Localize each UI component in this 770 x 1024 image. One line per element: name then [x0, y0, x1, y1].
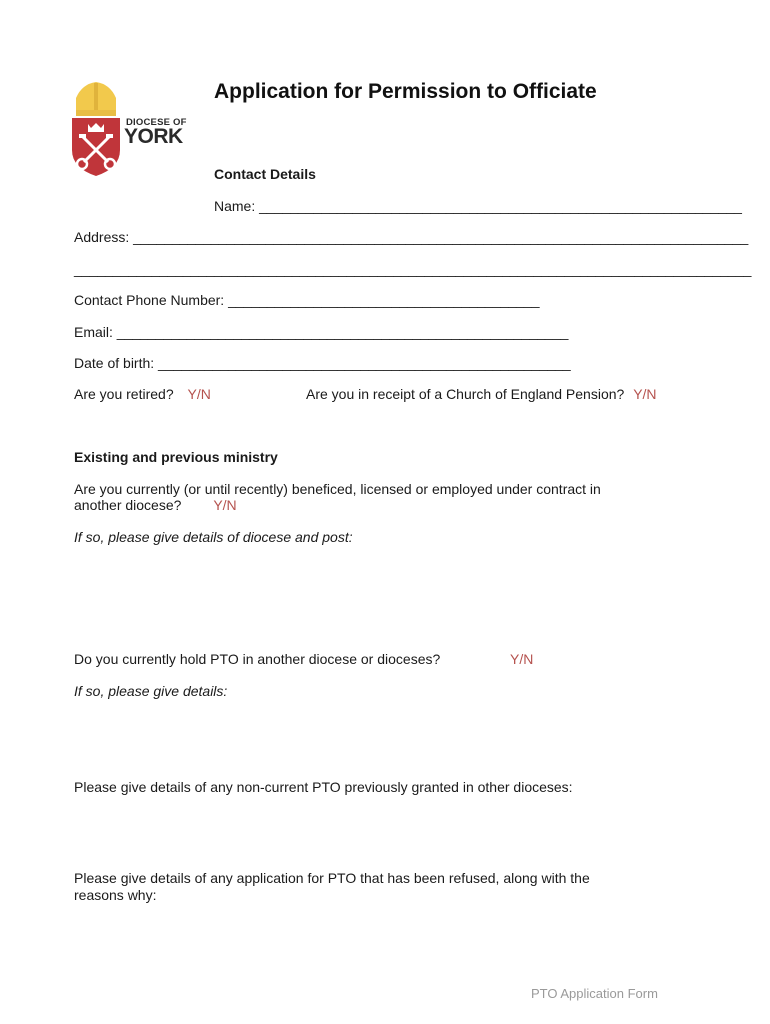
dob-label: Date of birth:: [74, 355, 159, 371]
pto-question: Do you currently hold PTO in another diocese or dioceses?: [74, 651, 441, 667]
beneficed-question-cont: [74, 497, 237, 514]
beneficed-yn-option[interactable]: Y/N: [213, 497, 237, 513]
retired-question: [74, 386, 211, 403]
dob-field[interactable]: [74, 355, 571, 372]
phone-line[interactable]: ________________________________________: [228, 292, 540, 308]
email-label: Email:: [74, 324, 117, 340]
logo-text-diocese-of: DIOCESE OF: [126, 117, 187, 128]
phone-field[interactable]: [74, 292, 540, 309]
retired-yn-option[interactable]: Y/N: [187, 386, 211, 402]
name-field[interactable]: [214, 198, 742, 215]
page-title: Application for Permission to Officiate: [214, 80, 597, 103]
footer-text: PTO Application Form: [531, 986, 658, 1001]
logo-text-york: YORK: [124, 125, 183, 148]
pension-question: [306, 386, 657, 403]
dob-line[interactable]: _____________________________________________________: [158, 355, 571, 371]
address-label: Address:: [74, 229, 134, 245]
beneficed-question: Are you currently (or until recently) beneficed, licensed or employed under contract in: [74, 481, 601, 497]
refused-pto-question-line2: reasons why:: [74, 887, 157, 903]
retired-label: Are you retired?: [74, 386, 174, 402]
beneficed-followup: If so, please give details of diocese and post:: [74, 529, 353, 545]
refused-pto-question: Please give details of any application for PTO that has been refused, along with the: [74, 870, 590, 886]
noncurrent-pto-question: Please give details of any non-current PTO previously granted in other dioceses:: [74, 779, 573, 795]
beneficed-question-line2: another diocese?: [74, 497, 182, 513]
name-label: Name:: [214, 198, 260, 214]
pto-followup: If so, please give details:: [74, 683, 228, 699]
name-line[interactable]: ______________________________________________________________: [259, 198, 742, 214]
diocese-crest-icon: [68, 80, 124, 180]
diocese-logo: [68, 80, 192, 180]
pension-yn-option[interactable]: Y/N: [633, 386, 657, 402]
address-line[interactable]: _______________________________________________________________________________: [133, 229, 749, 245]
contact-details-heading: Contact Details: [214, 166, 316, 182]
ministry-heading: Existing and previous ministry: [74, 449, 278, 465]
pto-yn-option[interactable]: Y/N: [510, 651, 534, 667]
phone-label: Contact Phone Number:: [74, 292, 229, 308]
email-line[interactable]: __________________________________________________________: [116, 324, 569, 340]
address-field[interactable]: [74, 229, 748, 246]
address-line-2[interactable]: _______________________________________________________________________________________: [74, 261, 752, 277]
email-field[interactable]: [74, 324, 568, 341]
pension-label: Are you in receipt of a Church of England Pension?: [306, 386, 625, 402]
